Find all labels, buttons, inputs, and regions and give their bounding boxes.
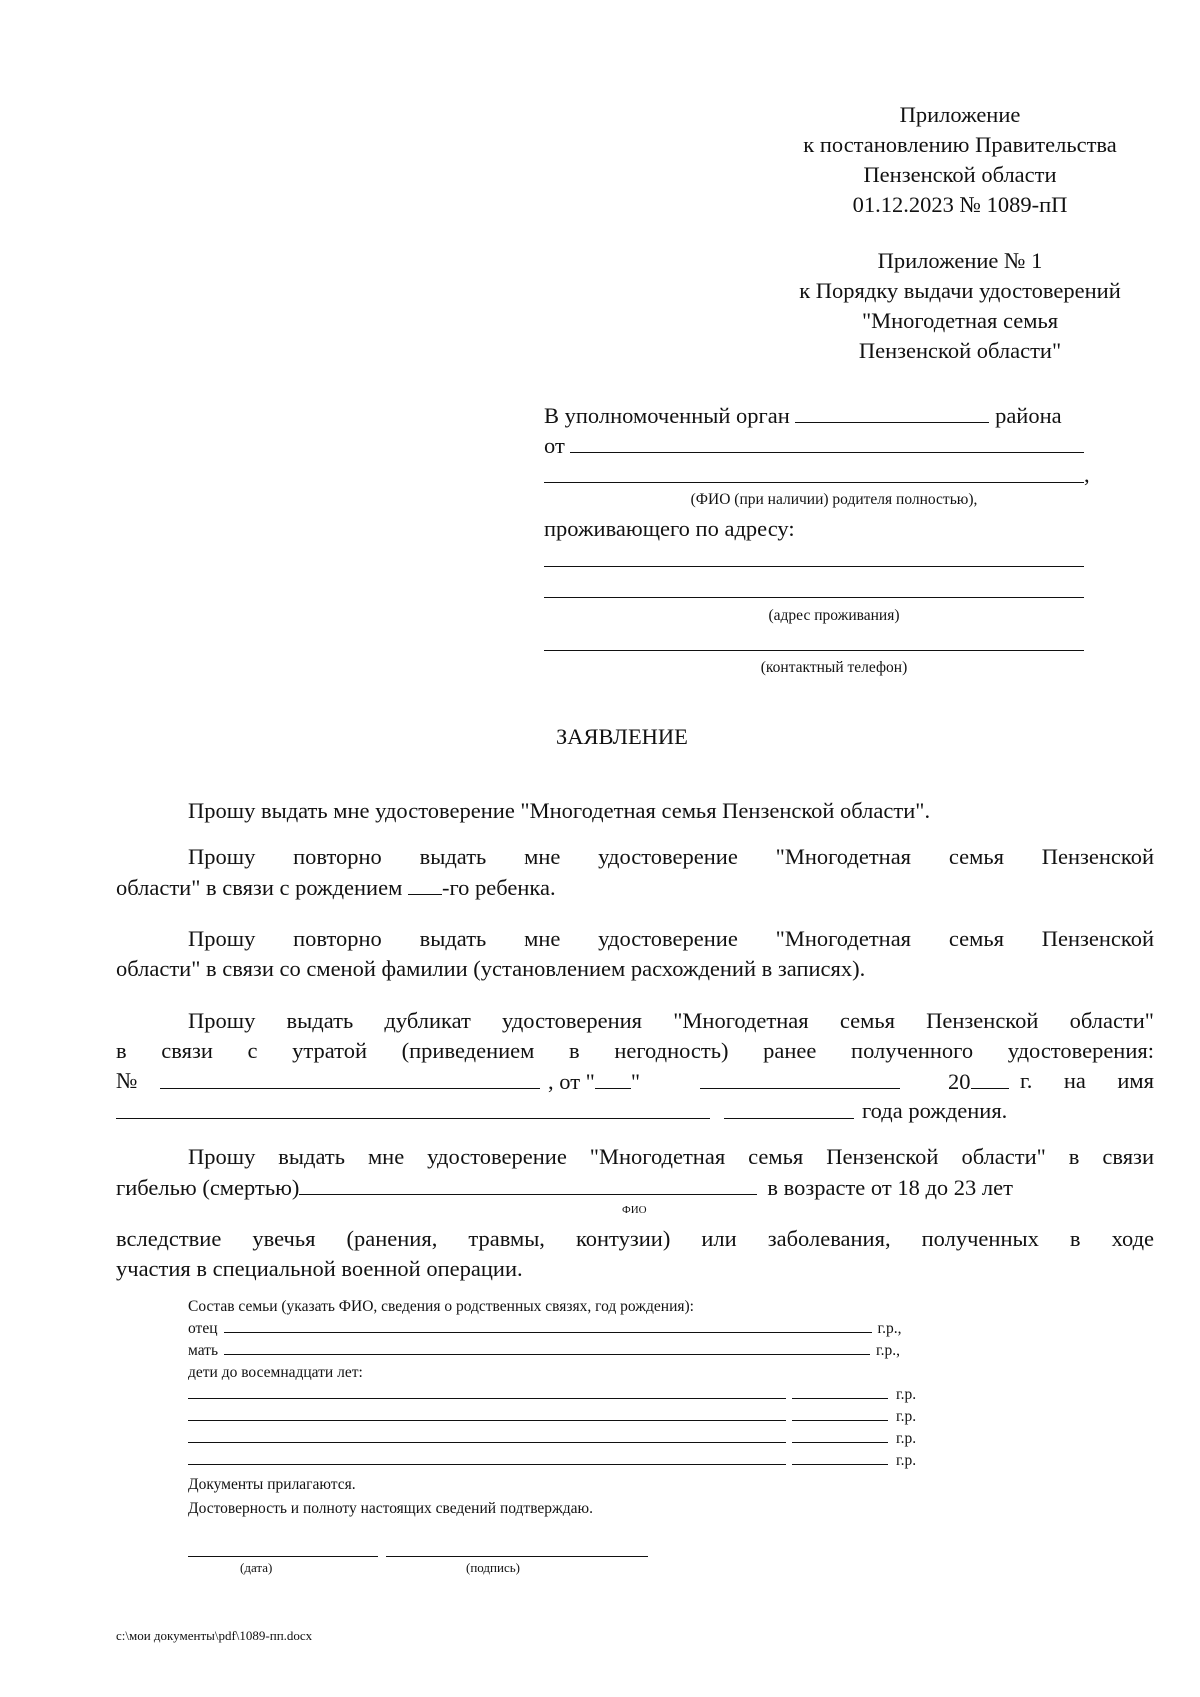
child-name-field[interactable] — [188, 1384, 786, 1399]
appendix-line: Пензенской области" — [858, 338, 1062, 363]
appendix-line: Пензенской области — [863, 162, 1057, 187]
authority-label: В уполномоченный орган — [544, 403, 790, 428]
appendix-line: Приложение — [899, 102, 1021, 127]
duplicate-name-label: г. на имя — [1020, 1068, 1154, 1093]
child-year-field[interactable] — [792, 1406, 888, 1421]
child-order-field[interactable] — [408, 872, 442, 895]
date-hint: (дата) — [240, 1560, 273, 1575]
paragraph-duplicate-line1: Прошу выдать дубликат удостоверения "Многодетная семья Пензенской области" — [188, 1008, 1154, 1033]
file-path: c:\мои документы\pdf\1089-пп.docx — [116, 1628, 313, 1643]
phone-hint: (контактный телефон) — [760, 659, 908, 676]
address-field-1[interactable] — [544, 566, 1084, 567]
child-name-field[interactable] — [188, 1428, 786, 1443]
father-row: отец г.р., — [188, 1320, 902, 1337]
appendix-line: к постановлению Правительства — [803, 132, 1117, 157]
comma: , — [1084, 462, 1090, 487]
birth-year-label: года рождения. — [862, 1098, 1008, 1123]
child-year-field[interactable] — [792, 1450, 888, 1465]
child-row: г.р. — [188, 1406, 916, 1428]
father-field[interactable] — [224, 1318, 872, 1333]
fio-hint: (ФИО (при наличии) родителя полностью), — [690, 491, 978, 508]
appendix-line: Приложение № 1 — [877, 248, 1043, 273]
paragraph-death-line1: Прошу выдать мне удостоверение "Многодетная семья Пензенской области" в связи — [188, 1144, 1154, 1169]
certificate-number-field[interactable] — [160, 1088, 540, 1089]
paragraph-reissue-name-line1: Прошу повторно выдать мне удостоверение "Многодетная семья Пензенской — [188, 926, 1154, 951]
fio-small-hint: ФИО — [622, 1204, 647, 1216]
child-year-field[interactable] — [792, 1428, 888, 1443]
family-heading: Состав семьи (указать ФИО, сведения о родственных связях, год рождения): — [188, 1298, 694, 1315]
authority-line: В уполномоченный орган района — [544, 400, 1062, 431]
residing-label: проживающего по адресу: — [544, 516, 795, 541]
issue-day-field[interactable] — [595, 1066, 631, 1089]
deceased-name-field[interactable] — [299, 1172, 757, 1195]
signature-field[interactable] — [386, 1556, 648, 1557]
document-number: 01.12.2023 № 1089-пП — [852, 192, 1068, 217]
appendix-line: к Порядку выдачи удостоверений — [799, 278, 1121, 303]
duplicate-year-prefix: 20 — [948, 1066, 1009, 1097]
children-heading: дети до восемнадцати лет: — [188, 1364, 363, 1381]
child-name-field[interactable] — [188, 1406, 786, 1421]
paragraph-reissue-name-line2: области" в связи со сменой фамилии (установлением расхождений в записях). — [116, 956, 866, 981]
paragraph-reissue-birth-line1: Прошу повторно выдать мне удостоверение "Многодетная семья Пензенской — [188, 844, 1154, 869]
duplicate-from-label: , от " " — [548, 1066, 640, 1097]
from-label: от — [544, 433, 565, 458]
paragraph-death-line4: участия в специальной военной операции. — [116, 1256, 523, 1281]
phone-field[interactable] — [544, 650, 1084, 651]
mother-row: мать г.р., — [188, 1342, 901, 1359]
paragraph-death-line3: вследствие увечья (ранения, травмы, контузии) или заболевания, полученных в ходе — [116, 1226, 1154, 1251]
district-field[interactable] — [795, 400, 989, 423]
confirmation-text: Достоверность и полноту настоящих сведений подтверждаю. — [188, 1500, 593, 1517]
paragraph-duplicate-line2: в связи с утратой (приведением в негодность) ранее полученного удостоверения: — [116, 1038, 1154, 1063]
issue-year-field[interactable] — [971, 1066, 1009, 1089]
paragraph-reissue-birth-line2: области" в связи с рождением -го ребенка. — [116, 872, 556, 903]
child-row: г.р. — [188, 1450, 916, 1472]
applicant-name-field[interactable] — [570, 430, 1084, 453]
holder-name-field[interactable] — [116, 1118, 710, 1119]
child-year-field[interactable] — [792, 1384, 888, 1399]
child-row: г.р. — [188, 1428, 916, 1450]
duplicate-no-label: № — [116, 1068, 138, 1093]
documents-attached: Документы прилагаются. — [188, 1476, 356, 1493]
document-title: ЗАЯВЛЕНИЕ — [556, 724, 688, 749]
paragraph-issue: Прошу выдать мне удостоверение "Многодетная семья Пензенской области". — [188, 798, 931, 823]
child-name-field[interactable] — [188, 1450, 786, 1465]
address-field-2[interactable] — [544, 597, 1084, 598]
appendix-line: "Многодетная семья — [861, 308, 1059, 333]
mother-field[interactable] — [224, 1340, 870, 1355]
from-line — [544, 430, 1084, 461]
signature-hint: (подпись) — [466, 1560, 520, 1575]
issue-month-field[interactable] — [700, 1088, 900, 1089]
paragraph-death-line2: гибелью (смертью) в возрасте от 18 до 23 лет — [116, 1172, 1013, 1203]
date-field[interactable] — [188, 1556, 378, 1557]
child-row: г.р. — [188, 1384, 916, 1406]
applicant-name-field-2[interactable] — [544, 482, 1084, 483]
holder-birth-year-field[interactable] — [724, 1118, 854, 1119]
address-hint: (адрес проживания) — [768, 607, 900, 624]
